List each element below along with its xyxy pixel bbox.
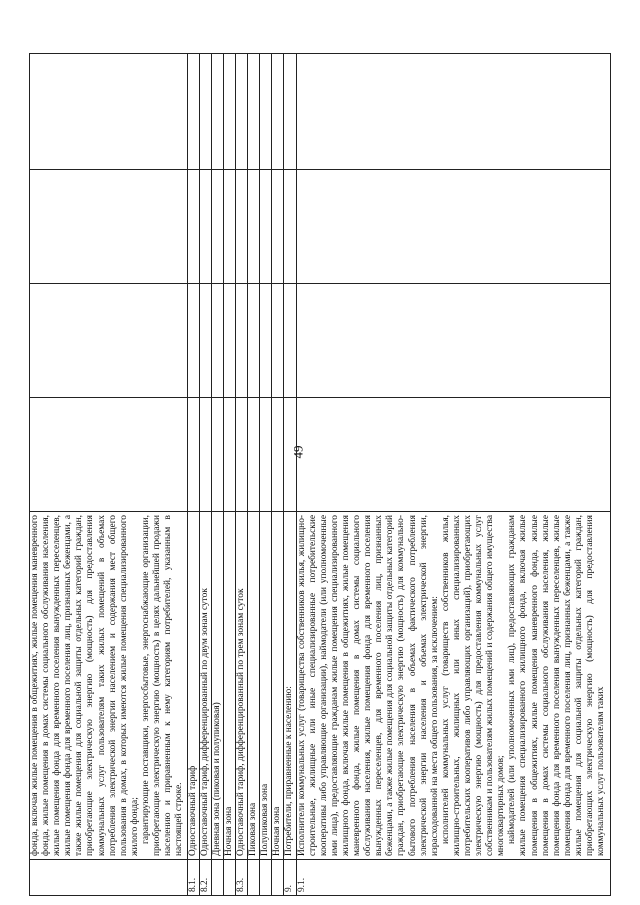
value-cell bbox=[224, 54, 236, 170]
value-cell bbox=[236, 398, 248, 512]
value-cell bbox=[236, 170, 248, 284]
value-cell bbox=[30, 170, 188, 284]
description-paragraph: Полупиковая зона bbox=[260, 783, 271, 856]
value-cell bbox=[199, 284, 211, 398]
value-cell bbox=[284, 398, 296, 512]
description-paragraph: Исполнители коммунальных услуг (товарищества собственников жилья, жилищно-строительные, жилищные или иные специализированные потребительские кооперативы либо управляющие организации), наймодатели (или уполномоченные ими лица), предоставляющие гражданам жилые помещения специализированного жилищного фонда, включая жилые помещения в общежитиях, жилые помещения маневренного фонда, жилые помещения в домах системы социального обслуживания населения, жилые помещения фонда для временного поселения вынужденных переселенцев, для временного поселения лиц, признанных беженцами, а также жилые помещения для социальной защиты отдельных категорий граждан, приобретающие электрическую энергию (мощность) для коммунально-бытового потребления населения в объемах фактического потребления электрической энергии населения и объемах электрической энергии, израсходованной на места общего пользования, за исключением: bbox=[296, 515, 440, 856]
table-row bbox=[272, 54, 284, 896]
tariff-table-rotated bbox=[29, 54, 611, 896]
value-cell bbox=[187, 398, 199, 512]
value-cell bbox=[211, 170, 223, 284]
value-cell bbox=[296, 398, 610, 512]
tariff-table bbox=[29, 53, 611, 896]
value-cell bbox=[260, 398, 272, 512]
row-description bbox=[284, 512, 296, 860]
value-cell bbox=[30, 54, 188, 170]
value-cell bbox=[236, 284, 248, 398]
description-paragraph: фонда, включая жилые помещения в общежитиях, жилые помещения маневренного фонда, жилые помещения в домах системы социального обслуживания населения, жилые помещения фонда для временного поселения вынужденных переселенцев, жилые помещения фонда для временного поселения лиц, признанных беженцами, а также жилые помещения для социальной защиты отдельных категорий граждан, приобретающие электрическую энергию (мощность) для предоставления коммунальных услуг пользователям таких жилых помещений в объемах потребления электрической энергии населением и содержания мест общего пользования в домах, в которых имеются жилые помещения специализированного жилого фонда; bbox=[30, 515, 140, 856]
row-number: 9. bbox=[284, 860, 296, 896]
description-paragraph: Дневная зона (пиковая и полупиковая) bbox=[211, 702, 222, 856]
row-description bbox=[211, 512, 223, 860]
row-number bbox=[211, 860, 223, 896]
value-cell bbox=[248, 398, 260, 512]
table-row bbox=[199, 54, 211, 896]
row-number bbox=[248, 860, 260, 896]
row-description bbox=[30, 512, 188, 860]
row-number bbox=[224, 860, 236, 896]
description-paragraph: гарантирующие поставщики, энергосбытовые, энергоснабжающие организации, приобретающие электрическую энергию (мощность) в целях дальнейшей продажи населению и приравненным к нему категориям потребителей, указанным в настоящей строке. bbox=[140, 515, 185, 856]
table-row bbox=[236, 54, 248, 896]
value-cell bbox=[224, 170, 236, 284]
value-cell bbox=[199, 170, 211, 284]
description-paragraph: Пиковая зона bbox=[248, 802, 259, 856]
row-description bbox=[224, 512, 236, 860]
row-number bbox=[260, 860, 272, 896]
value-cell bbox=[199, 54, 211, 170]
row-number: 8.2. bbox=[199, 860, 211, 896]
value-cell bbox=[224, 398, 236, 512]
value-cell bbox=[187, 284, 199, 398]
value-cell bbox=[224, 284, 236, 398]
value-cell bbox=[296, 170, 610, 284]
value-cell bbox=[272, 170, 284, 284]
value-cell bbox=[211, 54, 223, 170]
table-row bbox=[211, 54, 223, 896]
value-cell bbox=[260, 284, 272, 398]
table-row bbox=[260, 54, 272, 896]
table-row bbox=[284, 54, 296, 896]
table-row bbox=[224, 54, 236, 896]
row-description bbox=[272, 512, 284, 860]
value-cell bbox=[199, 398, 211, 512]
row-description bbox=[248, 512, 260, 860]
description-paragraph: Одноставочный тариф bbox=[187, 765, 198, 856]
row-number: 8.1. bbox=[187, 860, 199, 896]
row-description bbox=[236, 512, 248, 860]
table-row bbox=[30, 54, 188, 896]
value-cell bbox=[248, 170, 260, 284]
description-paragraph: Потребители, приравненные к населению: bbox=[284, 686, 295, 856]
description-paragraph: Одноставочный тариф, дифференцированный по трем зонам суток bbox=[236, 588, 247, 856]
table-row bbox=[248, 54, 260, 896]
value-cell bbox=[187, 54, 199, 170]
description-paragraph: Одноставочный тариф, дифференцированный по двум зонам суток bbox=[199, 588, 210, 856]
value-cell bbox=[248, 54, 260, 170]
value-cell bbox=[296, 284, 610, 398]
row-number: 8.3. bbox=[236, 860, 248, 896]
value-cell bbox=[284, 170, 296, 284]
value-cell bbox=[30, 398, 188, 512]
table-row bbox=[187, 54, 199, 896]
row-description bbox=[187, 512, 199, 860]
row-number bbox=[272, 860, 284, 896]
value-cell bbox=[272, 284, 284, 398]
row-description bbox=[199, 512, 211, 860]
value-cell bbox=[272, 54, 284, 170]
table-row bbox=[296, 54, 610, 896]
row-description bbox=[260, 512, 272, 860]
description-paragraph: Ночная зона bbox=[224, 806, 234, 856]
value-cell bbox=[211, 284, 223, 398]
description-paragraph: Ночная зона bbox=[272, 806, 283, 856]
row-number: 9.1. bbox=[296, 860, 610, 896]
description-paragraph: наймодателей (или уполномоченных ими лиц), предоставляющих гражданам жилые помещения специализированного жилищного фонда, включая жилые помещения в общежитиях, жилые помещения маневренного фонда, жилые помещения в домах системы социального обслуживания населения, жилые помещения фонда для временного поселения вынужденных переселенцев, жилые помещения фонда для временного поселения лиц, признанных беженцами, а также жилые помещения для социальной защиты отдельных категорий граждан, приобретающих электрическую энергию (мощность) для предоставления коммунальных услуг пользователям таких bbox=[507, 515, 607, 856]
value-cell bbox=[260, 54, 272, 170]
value-cell bbox=[30, 284, 188, 398]
page-number: 49 bbox=[290, 445, 306, 459]
description-paragraph: исполнителей коммунальных услуг (товариществ собственников жилья, жилищно-строительных, жилищных или иных специализированных потребительских кооперативов либо управляющих организаций), приобретающих электрическую энергию (мощность) для предоставления коммунальных услуг собственникам и пользователям жилых помещений и содержания общего имущества многоквартирных домов; bbox=[440, 515, 507, 856]
row-description bbox=[296, 512, 610, 860]
value-cell bbox=[260, 170, 272, 284]
value-cell bbox=[211, 398, 223, 512]
value-cell bbox=[296, 54, 610, 170]
value-cell bbox=[248, 284, 260, 398]
value-cell bbox=[187, 170, 199, 284]
value-cell bbox=[284, 54, 296, 170]
value-cell bbox=[272, 398, 284, 512]
value-cell bbox=[284, 284, 296, 398]
value-cell bbox=[236, 54, 248, 170]
row-number bbox=[30, 860, 188, 896]
